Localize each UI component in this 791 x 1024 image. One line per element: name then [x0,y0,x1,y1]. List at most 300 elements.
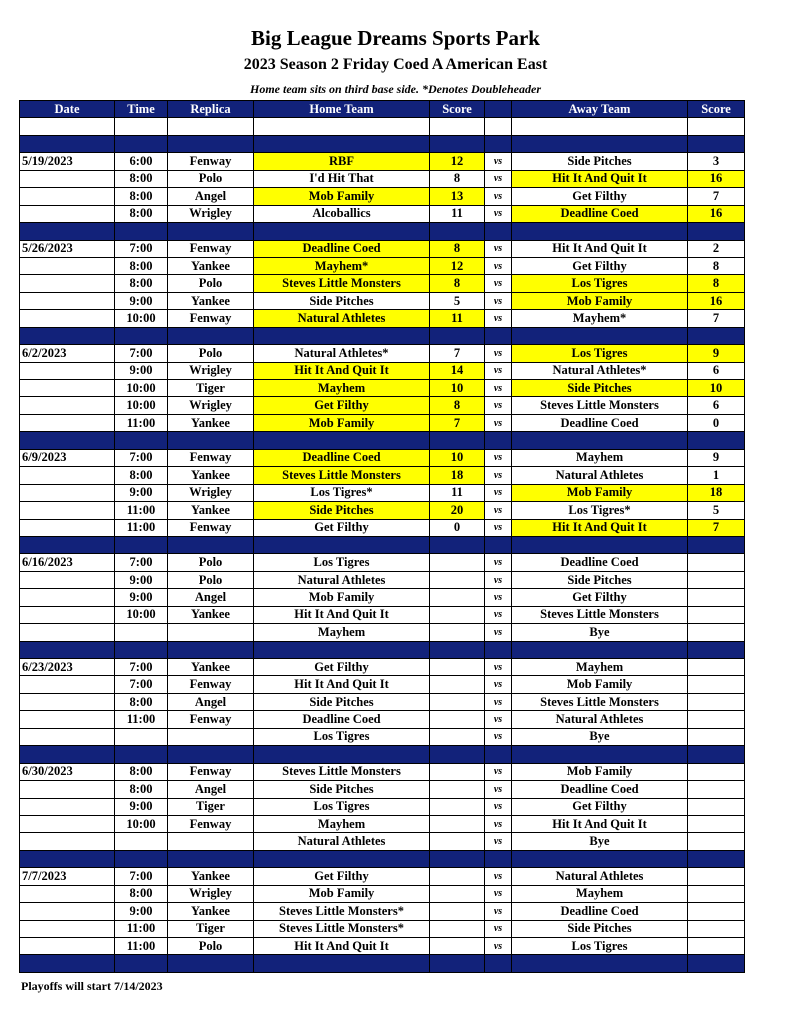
vs-cell: vs [485,554,512,571]
time-cell: 10:00 [115,397,168,414]
home-team-cell: Mayhem [254,815,430,832]
date-cell [20,292,115,309]
time-cell: 9:00 [115,903,168,920]
time-cell: 8:00 [115,781,168,798]
game-row [20,693,745,710]
home-team-cell: Side Pitches [254,502,430,519]
replica-cell: Fenway [168,310,254,327]
home-score-cell [430,885,485,902]
home-team-cell: I'd Hit That [254,170,430,187]
time-cell: 8:00 [115,257,168,274]
time-cell [115,728,168,745]
vs-cell: vs [485,606,512,623]
away-score-cell [688,798,745,815]
replica-cell: Polo [168,938,254,955]
time-cell: 11:00 [115,502,168,519]
vs-cell: vs [485,885,512,902]
away-score-cell: 9 [688,345,745,362]
header-replica: Replica [168,101,254,118]
replica-cell [168,833,254,850]
away-team-cell: Deadline Coed [512,781,688,798]
away-team-cell: Mob Family [512,676,688,693]
time-cell: 9:00 [115,798,168,815]
away-score-cell: 7 [688,310,745,327]
date-cell: 6/16/2023 [20,554,115,571]
vs-cell: vs [485,397,512,414]
home-score-cell [430,938,485,955]
away-score-cell: 8 [688,257,745,274]
away-team-cell: Natural Athletes [512,711,688,728]
away-score-cell: 2 [688,240,745,257]
replica-cell: Yankee [168,292,254,309]
date-cell [20,188,115,205]
date-cell [20,275,115,292]
replica-cell: Yankee [168,868,254,885]
home-team-cell: Get Filthy [254,519,430,536]
replica-cell: Angel [168,589,254,606]
away-team-cell: Side Pitches [512,153,688,170]
date-cell [20,170,115,187]
date-cell: 6/23/2023 [20,659,115,676]
home-score-cell: 14 [430,362,485,379]
schedule-note: Home team sits on third base side. *Denotes Doubleheader [250,82,541,96]
away-team-cell: Los Tigres [512,938,688,955]
home-score-cell [430,781,485,798]
home-team-cell: Steves Little Monsters [254,467,430,484]
game-row [20,362,745,379]
home-score-cell: 20 [430,502,485,519]
vs-cell: vs [485,292,512,309]
replica-cell: Angel [168,188,254,205]
page-title: Big League Dreams Sports Park [251,26,540,50]
away-score-cell [688,833,745,850]
home-score-cell [430,711,485,728]
home-team-cell: Get Filthy [254,397,430,414]
vs-cell: vs [485,467,512,484]
away-team-cell: Steves Little Monsters [512,693,688,710]
away-score-cell: 18 [688,484,745,501]
time-cell: 8:00 [115,467,168,484]
away-team-cell: Side Pitches [512,380,688,397]
vs-cell: vs [485,153,512,170]
header-date: Date [20,101,115,118]
home-team-cell: Steves Little Monsters [254,763,430,780]
vs-cell: vs [485,380,512,397]
time-cell: 7:00 [115,240,168,257]
replica-cell: Yankee [168,502,254,519]
date-cell [20,502,115,519]
date-cell [20,938,115,955]
replica-cell: Yankee [168,467,254,484]
header-home-score: Score [430,101,485,118]
date-cell: 5/26/2023 [20,240,115,257]
game-row [20,798,745,815]
replica-cell: Fenway [168,676,254,693]
blank-row [20,118,745,135]
vs-cell: vs [485,310,512,327]
week-separator [20,432,745,449]
vs-cell: vs [485,362,512,379]
home-team-cell: Hit It And Quit It [254,362,430,379]
home-score-cell: 18 [430,467,485,484]
date-cell [20,693,115,710]
game-row [20,938,745,955]
time-cell: 8:00 [115,188,168,205]
time-cell: 10:00 [115,380,168,397]
date-cell [20,571,115,588]
time-cell: 7:00 [115,449,168,466]
home-score-cell [430,833,485,850]
week-separator [20,955,745,972]
playoffs-note: Playoffs will start 7/14/2023 [21,979,163,993]
game-row [20,589,745,606]
away-score-cell [688,693,745,710]
game-row [20,275,745,292]
away-team-cell: Side Pitches [512,920,688,937]
replica-cell: Yankee [168,257,254,274]
game-row [20,467,745,484]
vs-cell: vs [485,903,512,920]
home-team-cell: Los Tigres [254,798,430,815]
game-row [20,676,745,693]
home-team-cell: Alcoballics [254,205,430,222]
time-cell: 9:00 [115,292,168,309]
game-row [20,711,745,728]
date-cell [20,414,115,431]
game-row [20,170,745,187]
away-score-cell [688,711,745,728]
vs-cell: vs [485,659,512,676]
vs-cell: vs [485,938,512,955]
date-cell [20,728,115,745]
vs-cell: vs [485,188,512,205]
date-cell [20,362,115,379]
replica-cell: Polo [168,170,254,187]
away-score-cell [688,624,745,641]
away-team-cell: Deadline Coed [512,205,688,222]
game-row [20,920,745,937]
away-team-cell: Hit It And Quit It [512,519,688,536]
home-score-cell: 13 [430,188,485,205]
time-cell [115,833,168,850]
vs-cell: vs [485,205,512,222]
home-team-cell: Get Filthy [254,659,430,676]
replica-cell: Tiger [168,798,254,815]
game-row [20,380,745,397]
home-score-cell [430,606,485,623]
away-team-cell: Natural Athletes* [512,362,688,379]
home-team-cell: Mob Family [254,414,430,431]
time-cell: 7:00 [115,868,168,885]
replica-cell: Fenway [168,153,254,170]
vs-cell: vs [485,798,512,815]
header-away-score: Score [688,101,745,118]
replica-cell: Yankee [168,414,254,431]
date-cell [20,624,115,641]
home-team-cell: Get Filthy [254,868,430,885]
time-cell: 10:00 [115,606,168,623]
game-row [20,484,745,501]
date-cell [20,310,115,327]
date-cell [20,798,115,815]
replica-cell: Wrigley [168,885,254,902]
week-separator [20,641,745,658]
home-team-cell: Los Tigres [254,554,430,571]
replica-cell: Angel [168,781,254,798]
header-vs [485,101,512,118]
home-team-cell: Deadline Coed [254,240,430,257]
date-cell [20,833,115,850]
replica-cell: Fenway [168,815,254,832]
vs-cell: vs [485,345,512,362]
home-score-cell: 12 [430,153,485,170]
game-row [20,554,745,571]
replica-cell: Yankee [168,659,254,676]
away-score-cell [688,659,745,676]
replica-cell: Yankee [168,903,254,920]
game-row [20,833,745,850]
home-team-cell: Natural Athletes [254,310,430,327]
date-cell [20,711,115,728]
home-score-cell [430,920,485,937]
time-cell: 11:00 [115,938,168,955]
time-cell: 7:00 [115,554,168,571]
game-row [20,885,745,902]
replica-cell: Fenway [168,711,254,728]
away-score-cell [688,815,745,832]
away-team-cell: Get Filthy [512,798,688,815]
vs-cell: vs [485,170,512,187]
vs-cell: vs [485,676,512,693]
game-row [20,571,745,588]
away-team-cell: Side Pitches [512,571,688,588]
replica-cell: Yankee [168,606,254,623]
date-cell: 6/30/2023 [20,763,115,780]
vs-cell: vs [485,815,512,832]
away-score-cell [688,571,745,588]
home-score-cell [430,693,485,710]
home-team-cell: Los Tigres* [254,484,430,501]
home-score-cell [430,815,485,832]
home-score-cell [430,798,485,815]
vs-cell: vs [485,502,512,519]
home-team-cell: Mayhem [254,380,430,397]
replica-cell: Wrigley [168,205,254,222]
away-score-cell: 0 [688,414,745,431]
home-team-cell: Side Pitches [254,292,430,309]
home-score-cell [430,868,485,885]
away-score-cell [688,606,745,623]
date-cell [20,519,115,536]
vs-cell: vs [485,257,512,274]
vs-cell: vs [485,240,512,257]
date-cell: 6/2/2023 [20,345,115,362]
vs-cell: vs [485,833,512,850]
date-cell [20,397,115,414]
week-separator [20,135,745,152]
home-team-cell: Mob Family [254,885,430,902]
away-team-cell: Steves Little Monsters [512,397,688,414]
away-score-cell: 1 [688,467,745,484]
header-home-team: Home Team [254,101,430,118]
week-separator [20,223,745,240]
vs-cell: vs [485,449,512,466]
time-cell: 11:00 [115,414,168,431]
away-team-cell: Deadline Coed [512,414,688,431]
away-score-cell: 16 [688,205,745,222]
away-team-cell: Natural Athletes [512,868,688,885]
away-team-cell: Steves Little Monsters [512,606,688,623]
away-team-cell: Get Filthy [512,257,688,274]
home-score-cell: 10 [430,380,485,397]
time-cell: 8:00 [115,885,168,902]
away-score-cell [688,589,745,606]
away-team-cell: Hit It And Quit It [512,815,688,832]
game-row [20,606,745,623]
time-cell: 10:00 [115,815,168,832]
game-row [20,188,745,205]
time-cell: 9:00 [115,484,168,501]
home-team-cell: RBF [254,153,430,170]
date-cell [20,903,115,920]
date-cell [20,676,115,693]
replica-cell: Wrigley [168,484,254,501]
vs-cell: vs [485,589,512,606]
time-cell: 8:00 [115,693,168,710]
home-team-cell: Steves Little Monsters [254,275,430,292]
away-score-cell: 8 [688,275,745,292]
away-score-cell [688,903,745,920]
replica-cell: Polo [168,275,254,292]
away-score-cell: 9 [688,449,745,466]
time-cell [115,624,168,641]
away-team-cell: Mob Family [512,292,688,309]
home-score-cell [430,903,485,920]
replica-cell: Tiger [168,920,254,937]
home-score-cell: 7 [430,414,485,431]
vs-cell: vs [485,275,512,292]
replica-cell: Wrigley [168,397,254,414]
away-team-cell: Mayhem [512,885,688,902]
home-score-cell: 8 [430,240,485,257]
home-score-cell: 8 [430,397,485,414]
time-cell: 9:00 [115,571,168,588]
home-team-cell: Hit It And Quit It [254,676,430,693]
away-score-cell [688,781,745,798]
home-score-cell: 8 [430,170,485,187]
vs-cell: vs [485,414,512,431]
replica-cell [168,624,254,641]
home-team-cell: Natural Athletes* [254,345,430,362]
away-team-cell: Natural Athletes [512,467,688,484]
time-cell: 10:00 [115,310,168,327]
home-team-cell: Los Tigres [254,728,430,745]
away-team-cell: Mob Family [512,484,688,501]
replica-cell: Fenway [168,763,254,780]
away-team-cell: Mob Family [512,763,688,780]
away-score-cell: 16 [688,170,745,187]
away-team-cell: Bye [512,624,688,641]
date-cell [20,257,115,274]
home-team-cell: Mayhem* [254,257,430,274]
home-score-cell [430,728,485,745]
time-cell: 8:00 [115,763,168,780]
game-row [20,624,745,641]
away-score-cell [688,885,745,902]
date-cell [20,920,115,937]
replica-cell: Polo [168,554,254,571]
home-score-cell: 5 [430,292,485,309]
away-team-cell: Hit It And Quit It [512,240,688,257]
game-row [20,815,745,832]
game-row [20,240,745,257]
home-team-cell: Hit It And Quit It [254,938,430,955]
home-team-cell: Side Pitches [254,693,430,710]
away-team-cell: Hit It And Quit It [512,170,688,187]
vs-cell: vs [485,781,512,798]
home-score-cell: 10 [430,449,485,466]
date-cell [20,815,115,832]
replica-cell: Fenway [168,519,254,536]
date-cell [20,484,115,501]
date-cell [20,380,115,397]
home-score-cell: 12 [430,257,485,274]
home-team-cell: Side Pitches [254,781,430,798]
game-row [20,763,745,780]
away-score-cell [688,554,745,571]
home-team-cell: Mob Family [254,589,430,606]
away-team-cell: Get Filthy [512,188,688,205]
away-score-cell [688,728,745,745]
away-score-cell [688,676,745,693]
time-cell: 7:00 [115,676,168,693]
away-score-cell [688,938,745,955]
home-score-cell [430,554,485,571]
home-score-cell: 8 [430,275,485,292]
replica-cell: Angel [168,693,254,710]
vs-cell: vs [485,728,512,745]
game-row [20,345,745,362]
page-subtitle: 2023 Season 2 Friday Coed A American East [243,56,548,73]
away-team-cell: Los Tigres* [512,502,688,519]
game-row [20,257,745,274]
game-row [20,153,745,170]
replica-cell: Polo [168,571,254,588]
away-team-cell: Los Tigres [512,275,688,292]
away-score-cell [688,868,745,885]
away-team-cell: Mayhem [512,659,688,676]
vs-cell: vs [485,571,512,588]
away-score-cell: 7 [688,188,745,205]
home-team-cell: Mob Family [254,188,430,205]
home-team-cell: Natural Athletes [254,571,430,588]
game-row [20,449,745,466]
vs-cell: vs [485,624,512,641]
home-score-cell: 11 [430,310,485,327]
away-team-cell: Deadline Coed [512,554,688,571]
replica-cell [168,728,254,745]
away-team-cell: Bye [512,833,688,850]
game-row [20,205,745,222]
game-row [20,868,745,885]
time-cell: 11:00 [115,920,168,937]
vs-cell: vs [485,763,512,780]
away-score-cell: 10 [688,380,745,397]
date-cell [20,885,115,902]
date-cell [20,467,115,484]
away-score-cell [688,763,745,780]
date-cell [20,589,115,606]
